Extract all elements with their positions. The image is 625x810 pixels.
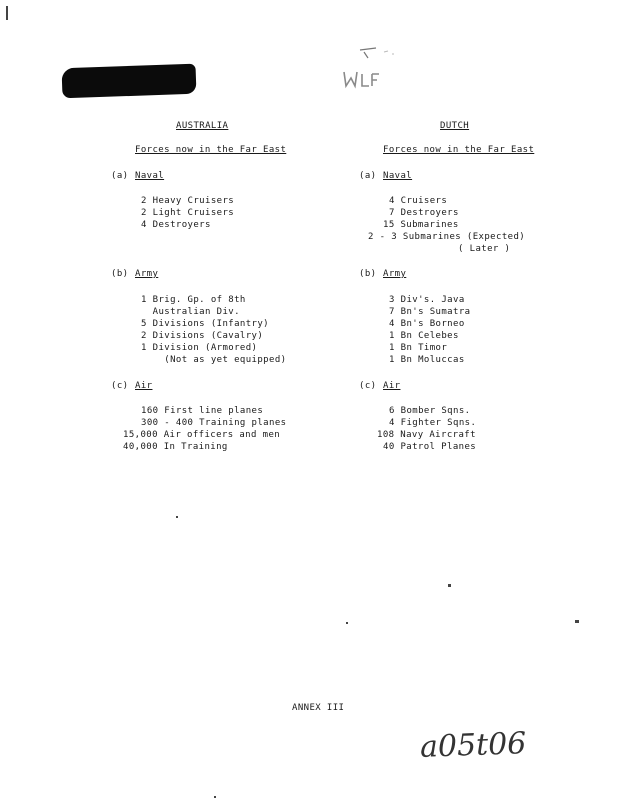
dutch-title: DUTCH	[440, 121, 470, 131]
australia-naval-marker: (a)	[111, 171, 129, 181]
dutch-army-heading: Army	[383, 269, 407, 279]
list-item: 1 Brig. Gp. of 8th	[141, 295, 246, 305]
handwritten-number: a05t06	[419, 726, 527, 765]
list-item: 6 Bomber Sqns.	[389, 406, 471, 416]
list-item: 4 Bn's Borneo	[389, 319, 465, 329]
scan-speck	[176, 516, 178, 518]
list-item: ( Later )	[458, 244, 511, 254]
list-item: 300 - 400 Training planes	[141, 418, 287, 428]
list-item: 1 Division (Armored)	[141, 343, 258, 353]
faded-stamp	[342, 44, 402, 90]
list-item: 4 Destroyers	[141, 220, 211, 230]
list-item: 15,000 Air officers and men	[123, 430, 281, 440]
redaction-mark	[62, 64, 197, 99]
dutch-air-heading: Air	[383, 381, 401, 391]
list-item: 5 Divisions (Infantry)	[141, 319, 270, 329]
list-item: 7 Bn's Sumatra	[389, 307, 471, 317]
list-item: 2 Light Cruisers	[141, 208, 235, 218]
scan-speck	[448, 584, 451, 587]
list-item: 40 Patrol Planes	[383, 442, 477, 452]
list-item: 15 Submarines	[383, 220, 459, 230]
dutch-air-marker: (c)	[359, 381, 377, 391]
list-item: 108 Navy Aircraft	[377, 430, 476, 440]
list-item: 2 Divisions (Cavalry)	[141, 331, 264, 341]
list-item: 1 Bn Timor	[389, 343, 448, 353]
list-item: 4 Fighter Sqns.	[389, 418, 477, 428]
list-item: (Not as yet equipped)	[141, 355, 287, 365]
australia-air-marker: (c)	[111, 381, 129, 391]
scan-speck	[6, 6, 8, 20]
list-item: 2 - 3 Submarines (Expected)	[368, 232, 526, 242]
list-item: 4 Cruisers	[389, 196, 448, 206]
list-item: 1 Bn Celebes	[389, 331, 459, 341]
list-item: 7 Destroyers	[389, 208, 459, 218]
scan-speck	[346, 622, 348, 624]
dutch-naval-heading: Naval	[383, 171, 413, 181]
list-item: 2 Heavy Cruisers	[141, 196, 235, 206]
australia-subtitle: Forces now in the Far East	[135, 145, 287, 155]
australia-naval-heading: Naval	[135, 171, 165, 181]
australia-title: AUSTRALIA	[176, 121, 229, 131]
australia-army-heading: Army	[135, 269, 159, 279]
dutch-army-marker: (b)	[359, 269, 377, 279]
australia-army-marker: (b)	[111, 269, 129, 279]
list-item: 40,000 In Training	[123, 442, 228, 452]
scan-speck	[575, 620, 579, 623]
dutch-naval-marker: (a)	[359, 171, 377, 181]
dutch-subtitle: Forces now in the Far East	[383, 145, 535, 155]
annex-label: ANNEX III	[292, 703, 345, 713]
list-item: 1 Bn Moluccas	[389, 355, 465, 365]
australia-air-heading: Air	[135, 381, 153, 391]
list-item: Australian Div.	[141, 307, 240, 317]
scan-speck	[214, 796, 216, 798]
list-item: 160 First line planes	[141, 406, 264, 416]
list-item: 3 Div's. Java	[389, 295, 465, 305]
